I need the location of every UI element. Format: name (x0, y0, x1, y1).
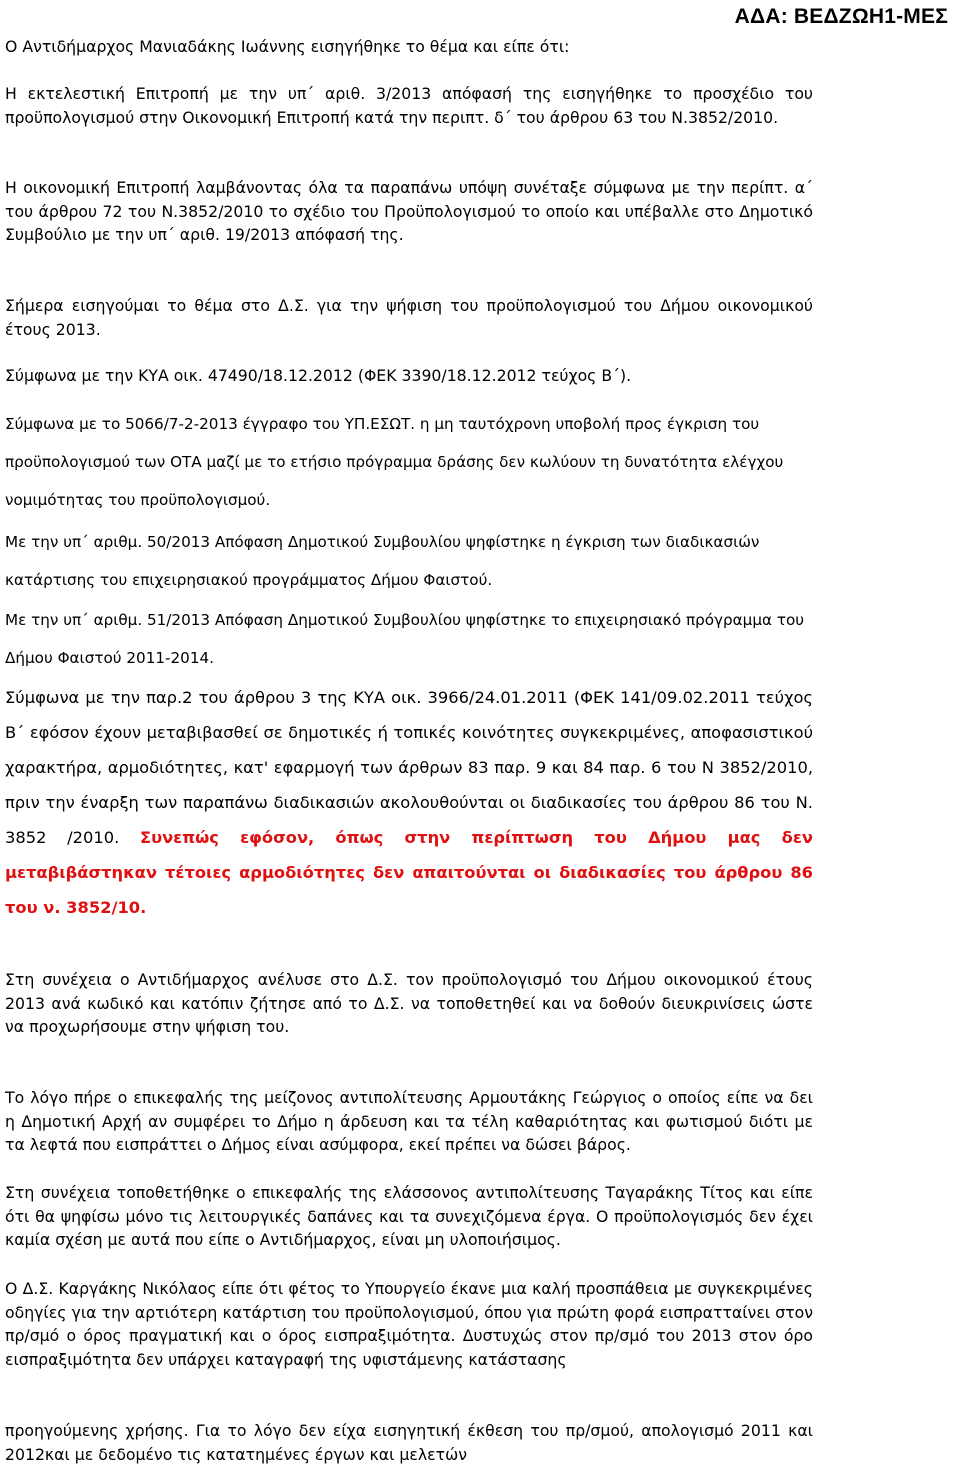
paragraph-decision-51: Με την υπ΄ αριθμ. 51/2013 Απόφαση Δημοτικού Συμβουλίου ψηφίστηκε το επιχειρησιακό πρόγραμμα του Δήμου Φαιστού 2011-2014. (5, 611, 805, 667)
paragraph-councillor: Ο Δ.Σ. Καργάκης Νικόλαος είπε ότι φέτος το Υπουργείο έκανε μια καλή προσπάθεια με συγκεκριμένες οδηγίες για την αρτιότερη κατάρτιση του προϋπολογισμού, όπου για πρώτη φορά εισπρατταίνει στον πρ/σμό ο όρος πραγματική και ο όρος εισπραξιμότητα. Δυστυχώς στον πρ/σμό του 2013 στον όρο εισπραξιμότητα δεν υπάρχει καταγραφή της υφιστάμενης κατάστασης (5, 1279, 813, 1369)
paragraph-opposition-major: Το λόγο πήρε ο επικεφαλής της μείζονος αντιπολίτευσης Αρμουτάκης Γεώργιος ο οποίος είπε να δει η Δημοτική Αρχή αν συμφέρει το Δήμο η άρδευση και τα τέλη καθαριότητας και φωτισμού διότι με τα λεφτά που εισπράττει ο Δήμος είναι ασύμφορα, εκεί πρέπει να δώσει βάρος. (5, 1088, 813, 1154)
paragraph-intro: Ο Αντιδήμαρχος Μανιαδάκης Ιωάννης εισηγήθηκε το θέμα και είπε ότι: (5, 37, 570, 56)
paragraph-previous-year: προηγούμενης χρήσης. Για το λόγο δεν είχα εισηγητική έκθεση του πρ/σμού, απολογισμό 2011 και 2012και με δεδομένο τις κατατημένες έργων και μελετών (5, 1421, 813, 1464)
paragraph-opposition-minor: Στη συνέχεια τοποθετήθηκε ο επικεφαλής της ελάσσονος αντιπολίτευσης Ταγαράκης Τίτος και είπε ότι θα ψηφίσω μόνο τις λειτουργικές δαπάνες και τα συνεχιζόμενα έργα. Ο προϋπολογισμός δεν έχει καμία σχέση με αυτά που είπε ο Αντιδήμαρχος, είναι μη υλοποιήσιμος. (5, 1183, 813, 1249)
ada-code: ΑΔΑ: ΒΕΔΖΩΗ1-ΜΕΣ (734, 5, 948, 28)
paragraph-analysis: Στη συνέχεια ο Αντιδήμαρχος ανέλυσε στο Δ.Σ. τον προϋπολογισμό του Δήμου οικονομικού έτους 2013 ανά κωδικό και κατόπιν ζήτησε από το Δ.Σ. να τοποθετηθεί και να δοθούν διευκρινίσεις ώστε να προχωρήσουμε στην ψήφιση του. (5, 970, 813, 1036)
paragraph-decision-50: Με την υπ΄ αριθμ. 50/2013 Απόφαση Δημοτικού Συμβουλίου ψηφίστηκε η έγκριση των διαδικασιών κατάρτισης του επιχειρησιακού προγράμματος Δήμου Φαιστού. (5, 533, 760, 589)
kya-text: Σύμφωνα με την παρ.2 του άρθρου 3 της ΚΥΑ οικ. 3966/24.01.2011 (ΦΕΚ 141/09.02.2011 τεύχος Β΄ εφόσον έχουν μεταβιβασθεί σε δημοτικές ή τοπικές κοινότητες συγκεκριμένες, αποφασιστικού χαρακτήρα, αρμοδιότητες, κατ' εφαρμογή των άρθρων 83 παρ. 9 και 84 παρ. 6 του Ν 3852/2010, πριν την έναρξη των παραπάνω διαδικασιών ακολουθούνται οι διαδικασίες του άρθρου 86 του Ν. 3852 /2010. (5, 688, 813, 847)
paragraph-kya-3966 (5, 680, 813, 925)
conclusion-highlight: Συνεπώς εφόσον, όπως στην περίπτωση του Δήμου μας δεν μεταβιβάστηκαν τέτοιες αρμοδιότητες δεν απαιτούνται οι διαδικασίες του άρθρου 86 του ν. 3852/10. (5, 828, 813, 917)
paragraph-kya: Σύμφωνα με την ΚΥΑ οικ. 47490/18.12.2012 (ΦΕΚ 3390/18.12.2012 τεύχος Β΄). (5, 366, 632, 385)
paragraph-financial-committee: Η οικονομική Επιτροπή λαμβάνοντας όλα τα παραπάνω υπόψη συνέταξε σύμφωνα με την περίπτ. α΄ του άρθρου 72 του Ν.3852/2010 το σχέδιο του Προϋπολογισμού το οποίο και υπέβαλλε στο Δημοτικό Συμβούλιο με την υπ΄ αριθ. 19/2013 απόφασή της. (5, 178, 813, 244)
paragraph-ypeswt-document: Σύμφωνα με το 5066/7-2-2013 έγγραφο του ΥΠ.ΕΣΩΤ. η μη ταυτόχρονη υποβολή προς έγκριση του προϋπολογισμού των ΟΤΑ μαζί με το ετήσιο πρόγραμμα δράσης δεν κωλύουν τη δυνατότητα ελέγχου νομιμότητας του προϋπολογισμού. (5, 415, 784, 509)
paragraph-executive-committee: Η εκτελεστική Επιτροπή με την υπ΄ αριθ. 3/2013 απόφασή της εισηγήθηκε το προσχέδιο του προϋπολογισμού στην Οικονομική Επιτροπή κατά την περιπτ. δ΄ του άρθρου 63 του Ν.3852/2010. (5, 84, 813, 127)
paragraph-proposal: Σήμερα εισηγούμαι το θέμα στο Δ.Σ. για την ψήφιση του προϋπολογισμού του Δήμου οικονομικού έτους 2013. (5, 296, 813, 339)
